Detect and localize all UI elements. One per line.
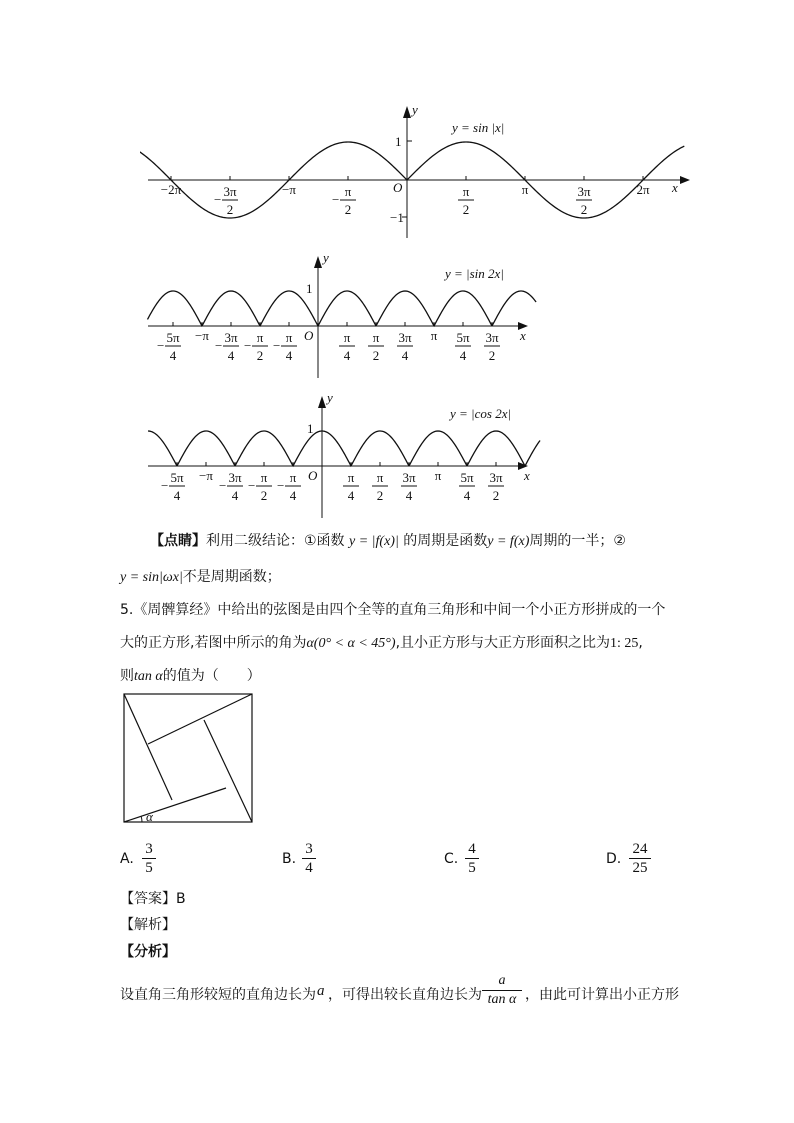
answer-line bbox=[120, 888, 186, 908]
y-axis-label: y bbox=[327, 390, 333, 405]
option-d-fraction bbox=[629, 840, 651, 877]
question-ratio: 1: 25 bbox=[610, 636, 639, 651]
question-line-3 bbox=[120, 665, 261, 685]
string-diagram bbox=[120, 690, 260, 830]
x-tick-denominator: 4 bbox=[289, 488, 297, 503]
x-tick-minus: − bbox=[273, 338, 281, 353]
question-text-3b: 的值为（ ） bbox=[162, 668, 261, 684]
option-c-fraction bbox=[465, 840, 479, 877]
last-text-b: ，可得出较长直角边长为 bbox=[328, 987, 482, 1003]
x-tick-numerator: 3π bbox=[398, 330, 412, 345]
graph-abs-cos-2x bbox=[140, 390, 550, 520]
x-tick-label: −π bbox=[199, 468, 213, 483]
note-text-1: 利用二级结论：①函数 bbox=[206, 533, 345, 549]
x-tick-denominator: 4 bbox=[401, 348, 409, 363]
x-tick-numerator: π bbox=[347, 470, 355, 485]
x-axis-label: x bbox=[672, 180, 678, 195]
question-angle-range: α(0° < α < 45°) bbox=[306, 636, 396, 651]
x-tick-numerator: 5π bbox=[166, 330, 180, 345]
option-c-denominator: 5 bbox=[468, 860, 476, 876]
x-tick-numerator: π bbox=[343, 330, 351, 345]
angle-label: α bbox=[146, 809, 153, 824]
y-axis-arrow-icon bbox=[318, 396, 326, 408]
option-b-denominator: 4 bbox=[305, 860, 313, 876]
function-label: y = |cos 2x| bbox=[450, 406, 512, 421]
y-axis-label: y bbox=[412, 102, 418, 117]
option-b-fraction bbox=[302, 840, 316, 877]
note-text-3: 周期的一半；② bbox=[529, 533, 626, 549]
analysis-label: 【解析】 bbox=[120, 917, 176, 933]
x-tick-minus: − bbox=[214, 192, 222, 207]
x-tick-denominator: 4 bbox=[173, 488, 181, 503]
y-tick-label-neg1: −1 bbox=[390, 210, 404, 225]
y-tick-label-1: 1 bbox=[307, 421, 314, 436]
curve-abs-sin-2x bbox=[147, 291, 536, 326]
x-tick-numerator: 3π bbox=[224, 330, 238, 345]
triangle-side-1 bbox=[124, 788, 226, 822]
option-c-numerator: 4 bbox=[465, 840, 479, 859]
question-tan-alpha: tan α bbox=[134, 669, 163, 684]
last-line bbox=[120, 972, 700, 1016]
question-line-1 bbox=[120, 599, 665, 619]
function-label: y = sin |x| bbox=[452, 120, 505, 135]
note-label: 【点睛】 bbox=[150, 533, 206, 549]
x-tick-numerator: 3π bbox=[485, 330, 499, 345]
graph-abs-sin-2x bbox=[140, 250, 550, 380]
x-tick-numerator: 5π bbox=[460, 470, 474, 485]
x-tick-denominator: 2 bbox=[256, 348, 264, 363]
option-a-numerator: 3 bbox=[142, 840, 156, 859]
y-axis-label: y bbox=[323, 250, 329, 265]
curve-abs-cos-2x bbox=[148, 431, 540, 466]
x-axis-label: x bbox=[520, 328, 526, 343]
angle-arc bbox=[141, 816, 142, 822]
x-tick-minus: − bbox=[161, 478, 169, 493]
last-var-a: a bbox=[317, 983, 325, 999]
y-tick-label-1: 1 bbox=[395, 134, 402, 149]
x-tick-numerator: π bbox=[285, 330, 293, 345]
x-tick-numerator: π bbox=[462, 184, 470, 199]
question-text-1: 《周髀算经》中给出的弦图是由四个全等的直角三角形和中间一个小正方形拼成的一个 bbox=[133, 602, 666, 618]
option-d[interactable] bbox=[606, 840, 676, 882]
x-tick-denominator: 4 bbox=[343, 348, 351, 363]
x-tick-denominator: 2 bbox=[492, 488, 500, 503]
question-number: 5. bbox=[120, 602, 134, 618]
option-a-denominator: 5 bbox=[145, 860, 153, 876]
option-b-numerator: 3 bbox=[302, 840, 316, 859]
x-tick-numerator: 3π bbox=[577, 184, 591, 199]
x-tick-labels bbox=[161, 176, 650, 217]
answer-value: B bbox=[176, 891, 186, 907]
note-text-2: 的周期是函数 bbox=[403, 533, 488, 549]
graph-sin-abs-x bbox=[140, 100, 700, 245]
origin-label: O bbox=[393, 180, 403, 195]
fenxi-label: 【分析】 bbox=[120, 944, 176, 960]
x-axis-arrow-icon bbox=[680, 176, 690, 184]
option-c[interactable] bbox=[444, 840, 504, 882]
x-tick-minus: − bbox=[244, 338, 252, 353]
x-tick-denominator: 2 bbox=[372, 348, 380, 363]
y-axis-arrow-icon bbox=[314, 256, 322, 268]
note-formula-2: y = f(x) bbox=[487, 534, 530, 549]
x-tick-denominator: 4 bbox=[285, 348, 293, 363]
x-tick-denominator: 4 bbox=[347, 488, 355, 503]
x-tick-label: π bbox=[521, 182, 529, 197]
x-tick-denominator: 2 bbox=[260, 488, 268, 503]
note-text-4: 不是周期函数； bbox=[182, 569, 281, 585]
x-tick-denominator: 4 bbox=[231, 488, 239, 503]
option-b[interactable] bbox=[282, 840, 342, 882]
option-c-letter: C. bbox=[444, 851, 459, 867]
option-d-denominator: 25 bbox=[632, 860, 648, 876]
x-tick-numerator: π bbox=[372, 330, 380, 345]
function-label: y = |sin 2x| bbox=[445, 266, 504, 281]
x-tick-denominator: 2 bbox=[462, 202, 470, 217]
x-tick-numerator: 3π bbox=[228, 470, 242, 485]
x-tick-label: −π bbox=[282, 182, 296, 197]
x-tick-numerator: 3π bbox=[489, 470, 503, 485]
last-fraction-num: a bbox=[482, 972, 522, 991]
question-text-2c: , bbox=[638, 635, 643, 651]
x-tick-minus: − bbox=[332, 192, 340, 207]
x-tick-label: 2π bbox=[636, 182, 650, 197]
last-text-a: 设直角三角形较短的直角边长为 bbox=[120, 987, 316, 1003]
note-formula-3: y = sin|ωx| bbox=[120, 570, 183, 585]
x-tick-numerator: 3π bbox=[223, 184, 237, 199]
x-tick-numerator: π bbox=[256, 330, 264, 345]
x-tick-denominator: 4 bbox=[227, 348, 235, 363]
x-tick-label: π bbox=[430, 328, 438, 343]
x-tick-label: π bbox=[434, 468, 442, 483]
last-text-c: ，由此可计算出小正方形 bbox=[525, 987, 679, 1003]
x-tick-minus: − bbox=[277, 478, 285, 493]
x-tick-label: −π bbox=[195, 328, 209, 343]
question-text-3a: 则 bbox=[120, 668, 134, 684]
x-tick-numerator: 3π bbox=[402, 470, 416, 485]
origin-label: O bbox=[308, 468, 318, 483]
y-axis-arrow-icon bbox=[403, 106, 411, 118]
x-tick-denominator: 4 bbox=[459, 348, 467, 363]
option-d-letter: D. bbox=[606, 851, 622, 867]
x-tick-numerator: 5π bbox=[170, 470, 184, 485]
x-tick-denominator: 2 bbox=[226, 202, 234, 217]
option-d-numerator: 24 bbox=[629, 840, 651, 859]
x-tick-numerator: π bbox=[344, 184, 352, 199]
option-a[interactable] bbox=[120, 840, 180, 882]
answer-label: 【答案】 bbox=[120, 891, 176, 907]
x-tick-minus: − bbox=[157, 338, 165, 353]
x-tick-numerator: 5π bbox=[456, 330, 470, 345]
x-tick-denominator: 4 bbox=[405, 488, 413, 503]
x-tick-numerator: π bbox=[260, 470, 268, 485]
triangle-side-3 bbox=[148, 694, 252, 744]
x-tick-denominator: 2 bbox=[580, 202, 588, 217]
last-fraction-den: tan α bbox=[487, 992, 517, 1007]
x-tick-numerator: π bbox=[289, 470, 297, 485]
triangle-side-2 bbox=[204, 720, 252, 822]
x-tick-denominator: 4 bbox=[463, 488, 471, 503]
x-tick-label: −2π bbox=[160, 182, 182, 197]
note-line-1 bbox=[150, 530, 626, 550]
x-tick-numerator: π bbox=[376, 470, 384, 485]
x-tick-denominator: 2 bbox=[488, 348, 496, 363]
y-tick-label-1: 1 bbox=[306, 281, 313, 296]
option-b-letter: B. bbox=[282, 851, 297, 867]
note-line-2 bbox=[120, 566, 281, 586]
option-a-letter: A. bbox=[120, 851, 134, 867]
question-text-2b: ,且小正方形与大正方形面积之比为 bbox=[395, 635, 611, 651]
x-tick-labels bbox=[157, 322, 500, 363]
x-tick-denominator: 4 bbox=[169, 348, 177, 363]
last-fraction bbox=[482, 972, 522, 1009]
x-tick-minus: − bbox=[215, 338, 223, 353]
x-tick-minus: − bbox=[248, 478, 256, 493]
triangle-side-4 bbox=[124, 694, 172, 800]
question-text-2a: 大的正方形,若图中所示的角为 bbox=[120, 635, 307, 651]
origin-label: O bbox=[304, 328, 314, 343]
x-tick-labels bbox=[161, 462, 504, 503]
option-a-fraction bbox=[142, 840, 156, 877]
x-tick-minus: − bbox=[219, 478, 227, 493]
outer-square bbox=[124, 694, 252, 822]
x-tick-denominator: 2 bbox=[344, 202, 352, 217]
x-axis-label: x bbox=[524, 468, 530, 483]
question-line-2 bbox=[120, 632, 643, 652]
x-tick-denominator: 2 bbox=[376, 488, 384, 503]
note-formula-1: y = |f(x)| bbox=[349, 534, 399, 549]
